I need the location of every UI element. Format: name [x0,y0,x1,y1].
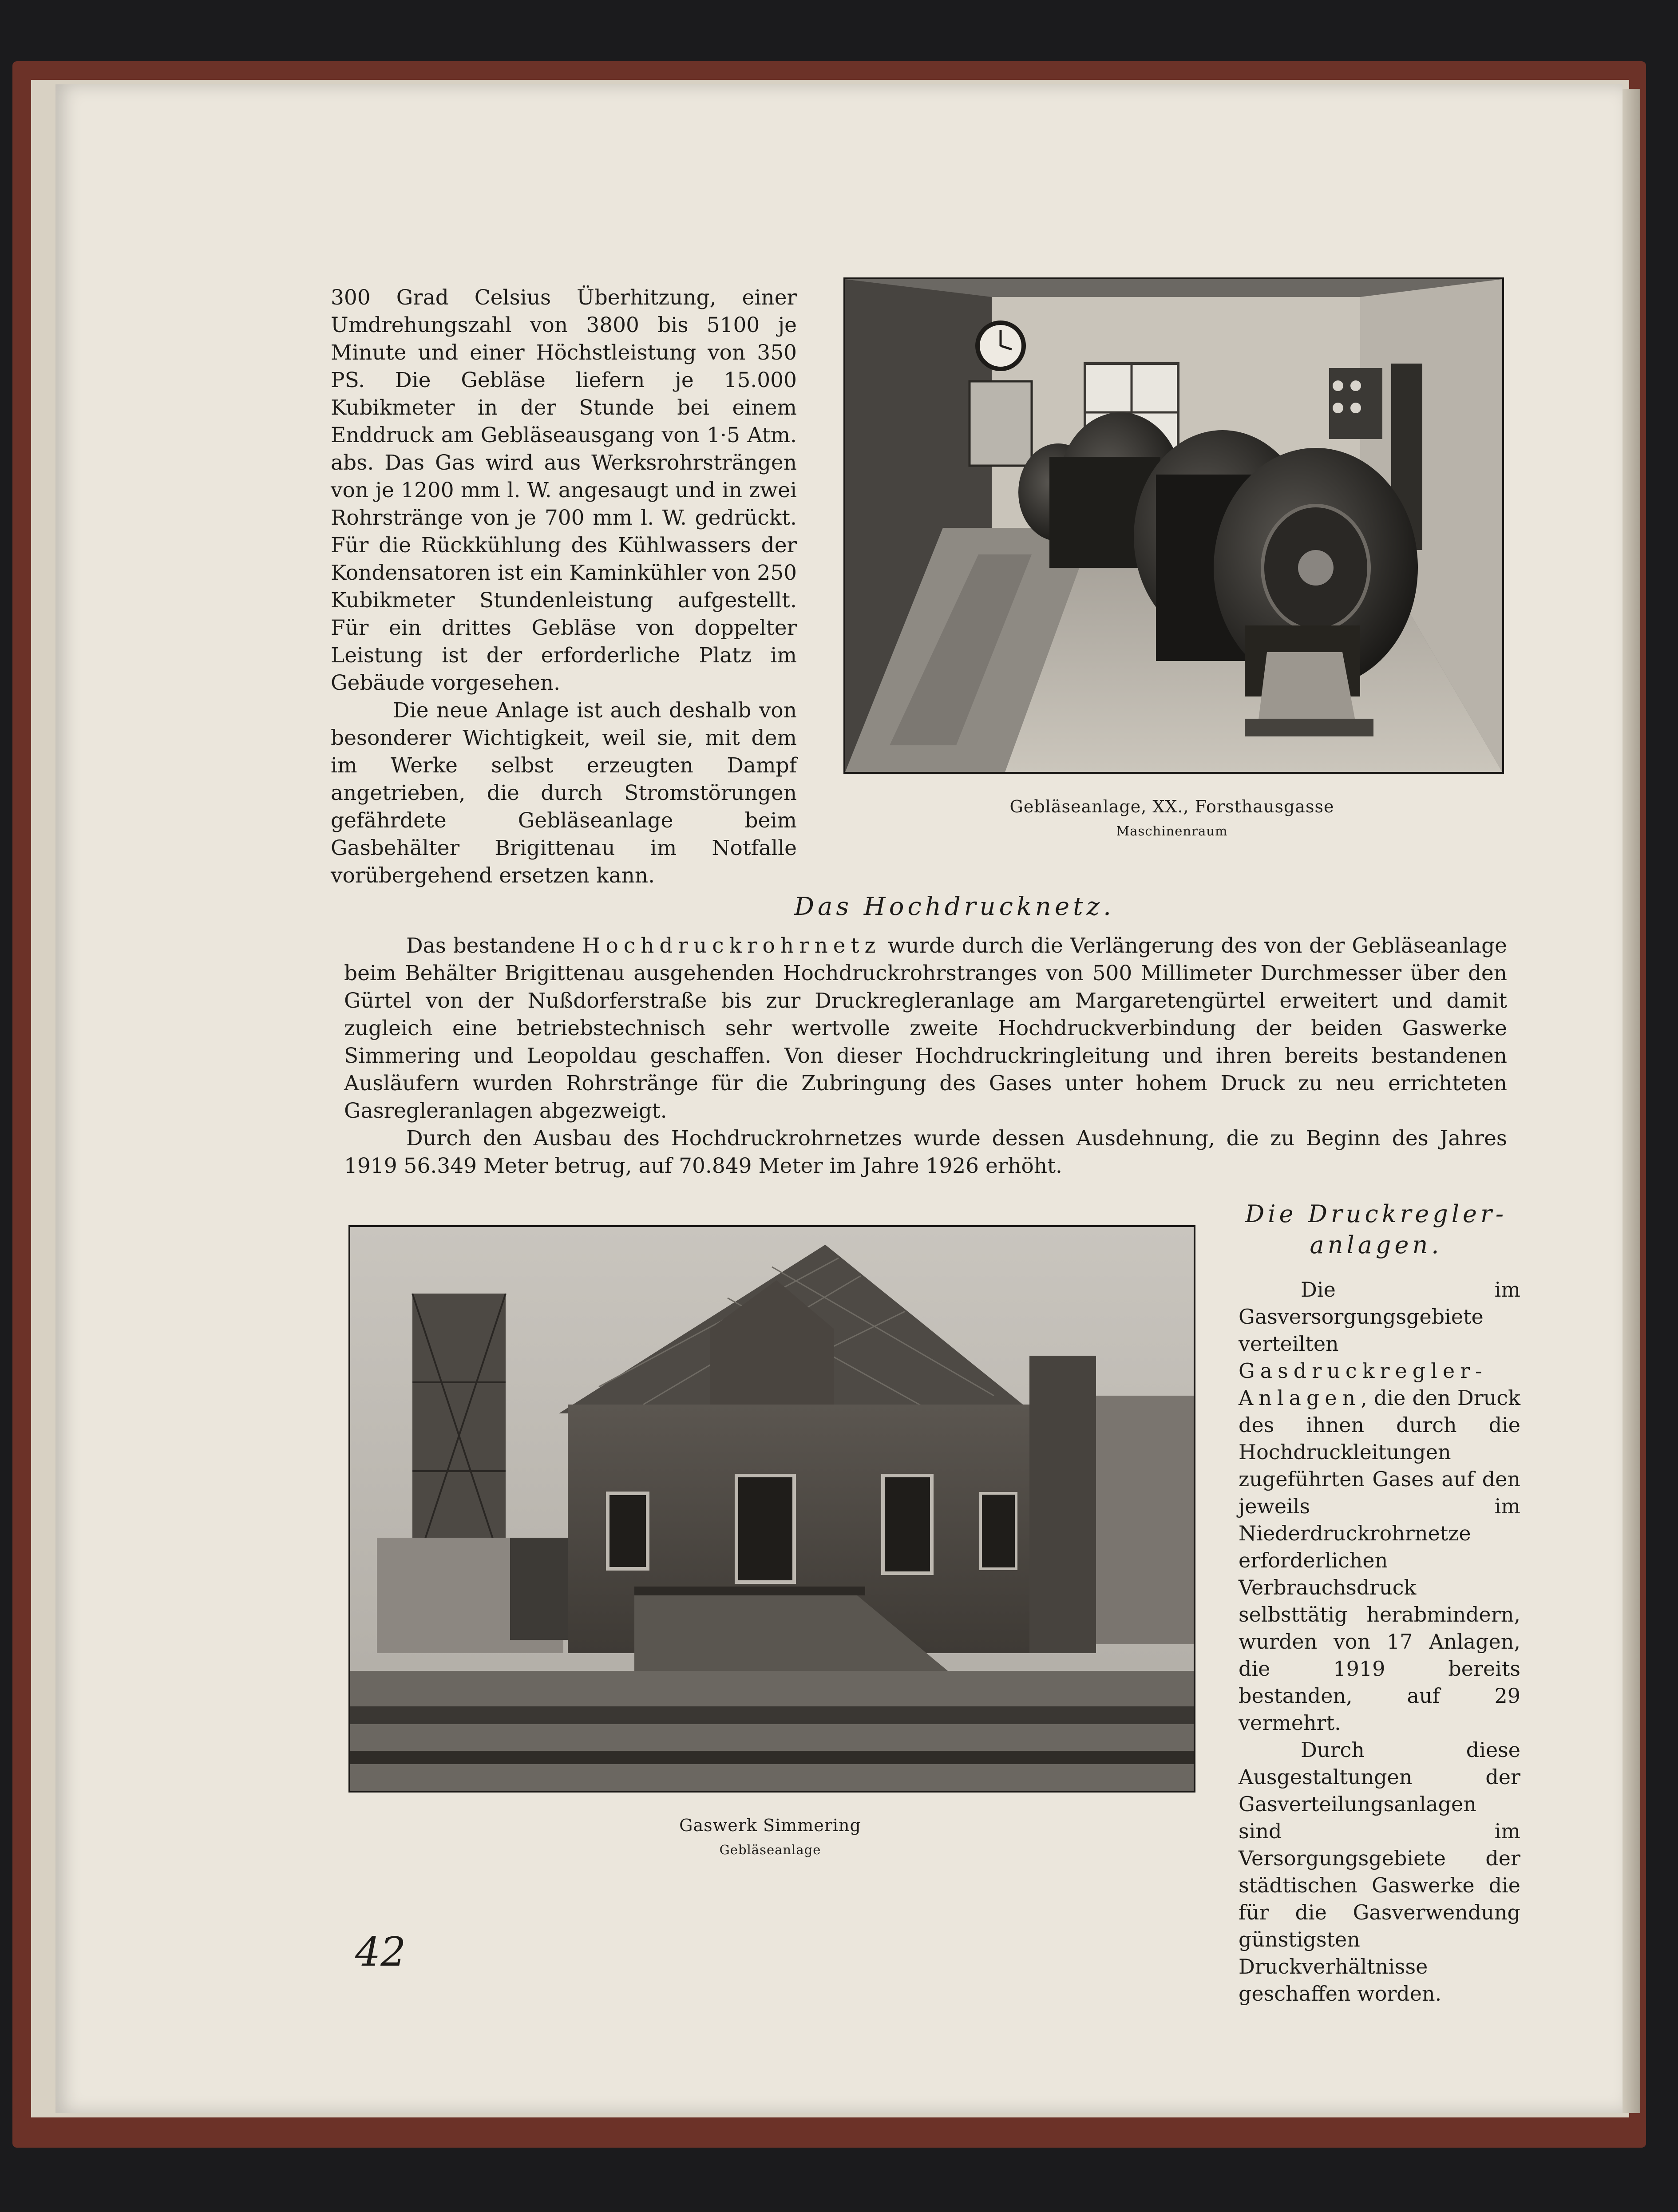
paragraph [1239,1276,1520,1737]
photo2-caption: Gaswerk Simmering [679,1816,861,1835]
page-edge [1623,89,1640,2113]
left-column-text [331,284,797,890]
text-run: Die im Gasversorgungsgebiete verteilten [1239,1278,1520,1356]
paragraph: Die neue Anlage ist auch deshalb von besonderer Wichtigkeit, weil sie, mit dem im Werke selbst erzeugten Dampf angetrieben, die durch Stromstörungen gefährdete Gebläseanlage beim Gasbehälter Brigittenau im Notfalle vorübergehend ersetzen kann. [331,698,797,888]
heading-line: anlagen. [1310,1231,1443,1259]
text-run: , die den Druck des ihnen durch die Hochdruckleitungen zugeführten Gases auf den jeweils im Niederdruckrohrnetze erforderlichen Verbrauchsdruck selbsttätig herabmindern, wurden von 17 Anlagen, die 1919 bereits bestanden, auf 29 vermehrt. [1239,1386,1520,1735]
paragraph: Durch diese Ausgestaltungen der Gasverteilungsanlagen sind im Versorgungsgebiete der städtischen Gaswerke die für die Gasverwendung günstigsten Druckverhältnisse geschaffen worden. [1239,1738,1520,2006]
emphasized-term: Hochdruckrohrnetz [582,934,881,958]
photo1-subcaption: Maschinenraum [1116,823,1228,839]
paragraph: Durch den Ausbau des Hochdruckrohrnetzes wurde dessen Ausdehnung, die zu Beginn des Jahres 1919 56.349 Meter betrug, auf 70.849 Meter im Jahre 1926 erhöht. [344,1126,1507,1178]
section-heading-druckregler [1221,1199,1532,1261]
photo2-subcaption: Gebläseanlage [719,1842,821,1857]
section-heading-hochdrucknetz: Das Hochdrucknetz. [794,892,1115,921]
druckregler-text [1239,1276,1520,2007]
paragraph: 300 Grad Celsius Überhitzung, einer Umdrehungszahl von 3800 bis 5100 je Minute und einer Höchstleistung von 350 PS. Die Gebläse liefern je 15.000 Kubikmeter in der Stunde bei einem Enddruck am Gebläseausgang von 1·5 Atm. abs. Das Gas wird aus Werksrohrsträngen von je 1200 mm l. W. angesaugt und in zwei Rohrstränge von je 700 mm l. W. gedrückt. Für die Rückkühlung des Kühlwassers der Kondensatoren ist ein Kaminkühler von 250 Kubikmeter Stundenleistung aufgestellt. Für ein drittes Gebläse von doppelter Leistung ist der erforderliche Platz im Gebäude vorgesehen. [331,285,797,695]
photo-machine-room [843,277,1504,774]
page-number: 42 [355,1929,406,1975]
gaswerk-image [350,1227,1194,1791]
text-run: Das bestandene [406,934,582,958]
paragraph [344,932,1507,1125]
photo-gaswerk-simmering [348,1225,1195,1793]
heading-line: Die Druckregler- [1245,1200,1508,1228]
photo1-caption: Gebläseanlage, XX., Forsthausgasse [1009,797,1334,816]
emphasized-term: Gasdruckregler-Anlagen [1239,1359,1488,1410]
hochdrucknetz-text [344,932,1507,1180]
machine-room-image [845,279,1502,772]
text-run: wurde durch die Verlängerung des von der Gebläseanlage beim Behälter Brigittenau ausgehenden Hochdruckrohrstranges von 500 Millimeter Durchmesser über den Gürtel von der Nußdorferstraße bis zur Druckregleranlage am Margaretengürtel erweitert und damit zugleich eine betriebstechnisch sehr wertvolle zweite Hochdruckverbindung der beiden Gaswerke Simmering und Leopoldau geschaffen. Von dieser Hochdruckringleitung und ihren bereits bestandenen Ausläufern wurden Rohrstränge für die Zubringung des Gases unter hohem Druck zu neu errichteten Gasregleranlagen abgezweigt. [344,934,1507,1123]
